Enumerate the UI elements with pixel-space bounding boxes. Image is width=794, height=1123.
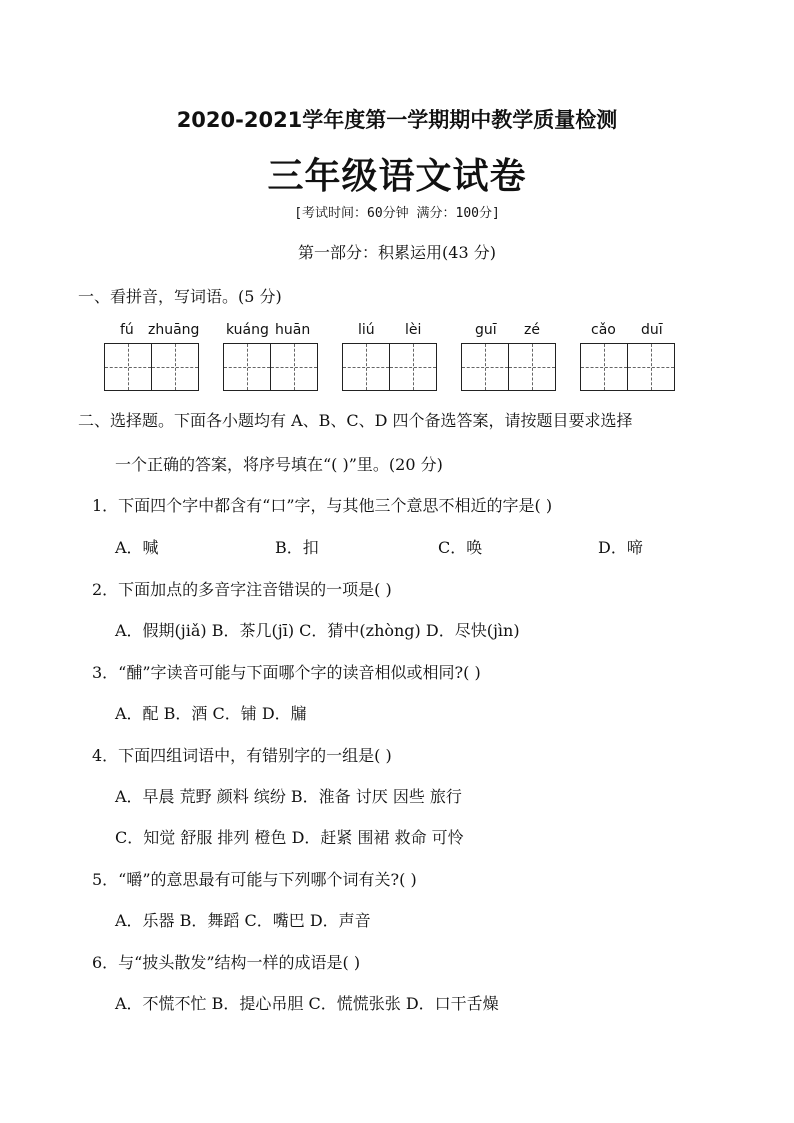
pinyin-word3-syllable1: liú [358, 322, 375, 338]
pinyin-word4-syllable1: guī [475, 322, 497, 338]
question-1-option-b[interactable]: B．扣 [275, 538, 319, 557]
question-1-stem: 1．下面四个字中都含有“口”字，与其他三个意思不相近的字是( ) [92, 496, 553, 515]
question-2-options[interactable]: A．假期(jiǎ) B．茶几(jī) C．猜中(zhòng) D．尽快(jìn) [115, 621, 520, 640]
section2-heading-line1: 二、选择题。下面各小题均有 A、B、C、D 四个备选答案，请按题目要求选择 [78, 411, 633, 430]
pinyin-word5-syllable2: duī [641, 322, 663, 338]
question-4-stem: 4．下面四组词语中，有错别字的一组是( ) [92, 746, 392, 765]
pinyin-word4-syllable2: zé [524, 322, 540, 338]
question-5-stem: 5．“嚼”的意思最有可能与下列哪个词有关?( ) [92, 870, 417, 889]
section2-heading-line2: 一个正确的答案，将序号填在“( )”里。(20 分) [115, 455, 443, 474]
question-3-options[interactable]: A．配 B．酒 C．铺 D．牖 [115, 704, 307, 723]
writing-grid-word3[interactable] [342, 343, 436, 391]
writing-cell[interactable] [223, 343, 271, 391]
part-one-heading: 第一部分：积累运用(43 分) [298, 243, 496, 262]
exam-title-line1: 2020-2021学年度第一学期期中教学质量检测 [176, 108, 618, 132]
section1-heading: 一、看拼音，写词语。(5 分) [78, 287, 282, 306]
writing-cell[interactable] [627, 343, 675, 391]
question-3-stem: 3．“酺”字读音可能与下面哪个字的读音相似或相同?( ) [92, 663, 481, 682]
pinyin-word5-syllable1: cǎo [591, 322, 616, 338]
question-4-options-line1[interactable]: A．早晨 荒野 颜料 缤纷 B．淮备 讨厌 因些 旅行 [115, 787, 462, 806]
exam-title-line2: 三年级语文试卷 [267, 156, 527, 197]
writing-grid-word5[interactable] [580, 343, 674, 391]
writing-cell[interactable] [461, 343, 509, 391]
exam-time-and-score: [考试时间：60分钟 满分：100分] [294, 206, 500, 221]
writing-cell[interactable] [104, 343, 152, 391]
writing-cell[interactable] [342, 343, 390, 391]
writing-cell[interactable] [270, 343, 318, 391]
question-4-options-line2[interactable]: C．知觉 舒服 排列 橙色 D．赶紧 围裙 救命 可怜 [115, 828, 464, 847]
question-2-stem: 2．下面加点的多音字注音错误的一项是( ) [92, 580, 392, 599]
writing-grid-word2[interactable] [223, 343, 317, 391]
writing-grid-word1[interactable] [104, 343, 198, 391]
pinyin-word1-syllable2: zhuāng [148, 322, 200, 338]
question-6-options[interactable]: A．不慌不忙 B．提心吊胆 C．慌慌张张 D．口干舌燥 [115, 994, 499, 1013]
writing-cell[interactable] [508, 343, 556, 391]
writing-grid-word4[interactable] [461, 343, 555, 391]
pinyin-word2-syllable1: kuáng [226, 322, 269, 338]
question-5-options[interactable]: A．乐器 B．舞蹈 C．嘴巴 D．声音 [115, 911, 371, 930]
pinyin-row [0, 322, 794, 342]
pinyin-word3-syllable2: lèi [405, 322, 422, 338]
pinyin-word2-syllable2: huān [275, 322, 311, 338]
writing-cell[interactable] [151, 343, 199, 391]
question-1-option-c[interactable]: C．唤 [438, 538, 483, 557]
pinyin-word1-syllable1: fú [120, 322, 134, 338]
question-6-stem: 6．与“披头散发”结构一样的成语是( ) [92, 953, 361, 972]
writing-cell[interactable] [389, 343, 437, 391]
writing-cell[interactable] [580, 343, 628, 391]
question-1-option-a[interactable]: A．喊 [115, 538, 159, 557]
question-1-option-d[interactable]: D．啼 [598, 538, 643, 557]
